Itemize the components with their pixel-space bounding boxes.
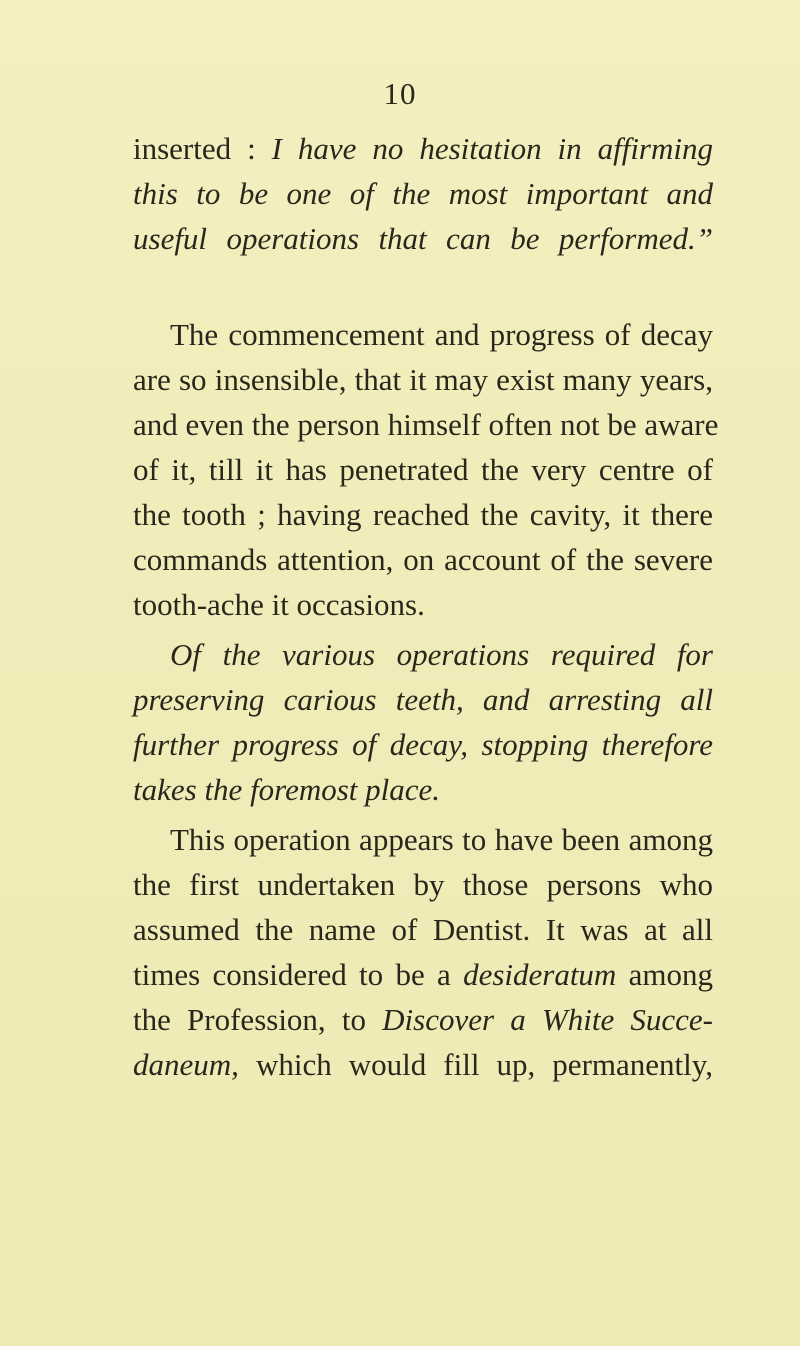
roman-text: are so insensible, that it may exist many years, (133, 362, 713, 397)
roman-text: and even the person himself often not be aware (133, 407, 719, 442)
text-line (133, 907, 713, 952)
text-line (133, 952, 713, 997)
italic-text: desideratum (463, 957, 617, 992)
text-line (133, 492, 713, 537)
roman-text: commands attention, on account of the severe (133, 542, 713, 577)
text-line (133, 817, 713, 862)
italic-text: useful operations that can be performed.” (133, 221, 713, 256)
roman-text: of it, till it has penetrated the very centre of (133, 452, 713, 487)
text-line (133, 677, 713, 722)
paragraph-dentist (133, 817, 713, 1087)
text-line (133, 767, 713, 812)
text-line (133, 402, 719, 447)
roman-text: the Profession, to (133, 1002, 383, 1037)
italic-text: preserving carious teeth, and arresting all (133, 682, 713, 717)
italic-text: Of the various operations required for (170, 637, 713, 672)
paragraph-quote-end (133, 126, 713, 261)
roman-text: inserted : (133, 131, 272, 166)
italic-text: daneum, (133, 1047, 239, 1082)
roman-text: The commencement and progress of decay (170, 317, 713, 352)
italic-text: Discover a White Succe- (382, 1002, 713, 1037)
text-line (133, 997, 713, 1042)
text-line (133, 216, 713, 261)
italic-text: this to be one of the most important and (133, 176, 713, 211)
italic-text: I have no hesitation in affirming (271, 131, 713, 166)
text-line (133, 582, 713, 627)
text-line (133, 862, 713, 907)
text-line (133, 632, 713, 677)
roman-text: among (616, 957, 713, 992)
roman-text: assumed the name of Dentist. It was at all (133, 912, 713, 947)
italic-text: further progress of decay, stopping therefore (133, 727, 713, 762)
italic-text: takes the foremost place. (133, 772, 441, 807)
text-line (133, 537, 713, 582)
text-line (133, 171, 713, 216)
roman-text: This operation appears to have been among (170, 822, 713, 857)
paragraph-operations (133, 632, 713, 812)
roman-text: which would fill up, permanently, (238, 1047, 713, 1082)
roman-text: the tooth ; having reached the cavity, it there (133, 497, 713, 532)
page-number: 10 (383, 76, 417, 111)
text-line (133, 1042, 713, 1087)
text-line (133, 357, 713, 402)
roman-text: times considered to be a (133, 957, 464, 992)
text-line (133, 126, 713, 171)
text-line (133, 447, 713, 492)
text-line (133, 722, 713, 767)
paragraph-decay (133, 312, 719, 627)
text-line (133, 312, 713, 357)
roman-text: tooth-ache it occasions. (133, 587, 425, 622)
roman-text: the first undertaken by those persons who (133, 867, 713, 902)
